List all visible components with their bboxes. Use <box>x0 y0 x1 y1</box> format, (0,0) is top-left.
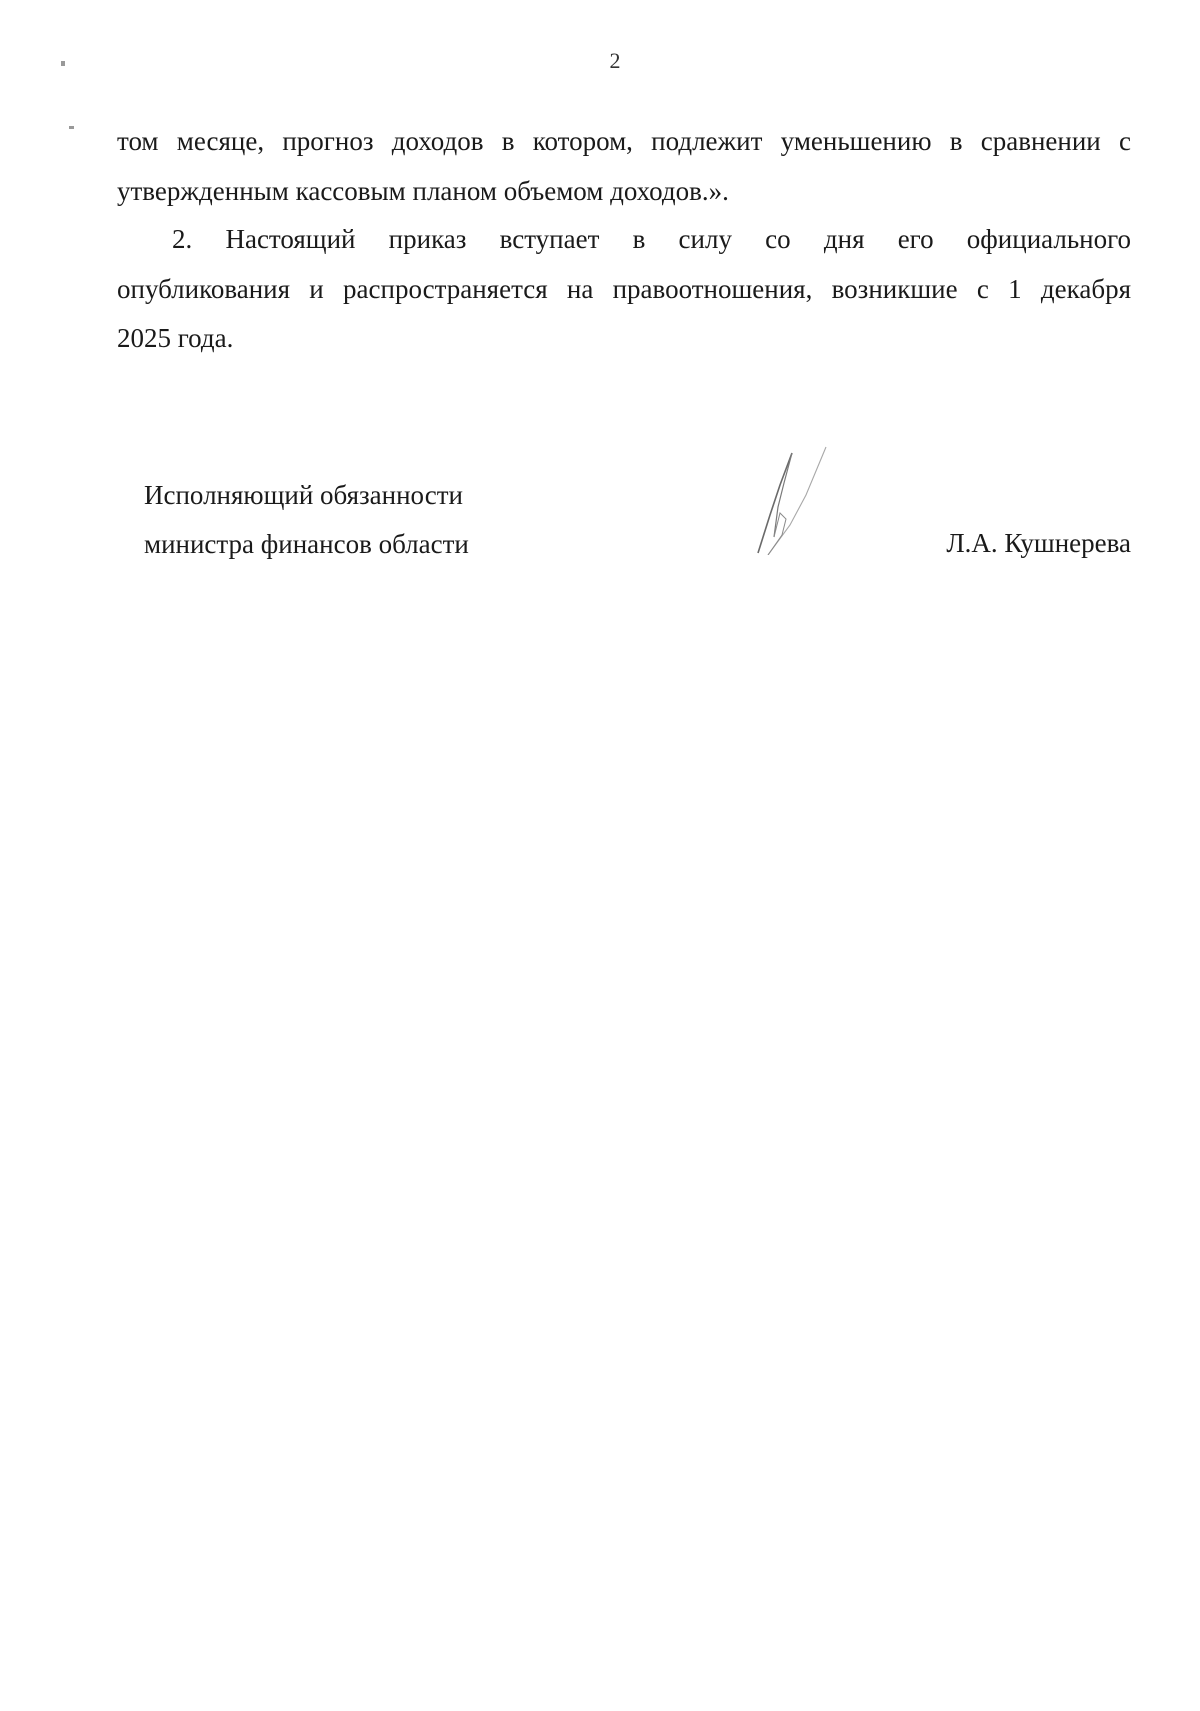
position-line: министра финансов области <box>144 529 469 559</box>
paragraph-continuation <box>117 117 1131 216</box>
signatory-name: Л.А. Кушнерева <box>946 528 1131 558</box>
text-line: том месяце, прогноз доходов в котором, подлежит уменьшению в сравнении с <box>117 126 1131 156</box>
signatory-position <box>144 471 469 569</box>
text-line: опубликования и распространяется на правоотношения, возникшие с 1 декабря <box>117 273 1131 304</box>
scan-artifact-mark <box>69 126 74 129</box>
text-line: 2025 года. <box>117 323 234 353</box>
text-line: 2. Настоящий приказ вступает в силу со дня его официального <box>172 224 1131 254</box>
text-line: утвержденным кассовым планом объемом доходов.». <box>117 175 729 206</box>
handwritten-signature-icon <box>750 445 850 555</box>
page-number: 2 <box>609 48 621 73</box>
paragraph-effective-date <box>117 215 1131 364</box>
position-line: Исполняющий обязанности <box>144 480 463 510</box>
